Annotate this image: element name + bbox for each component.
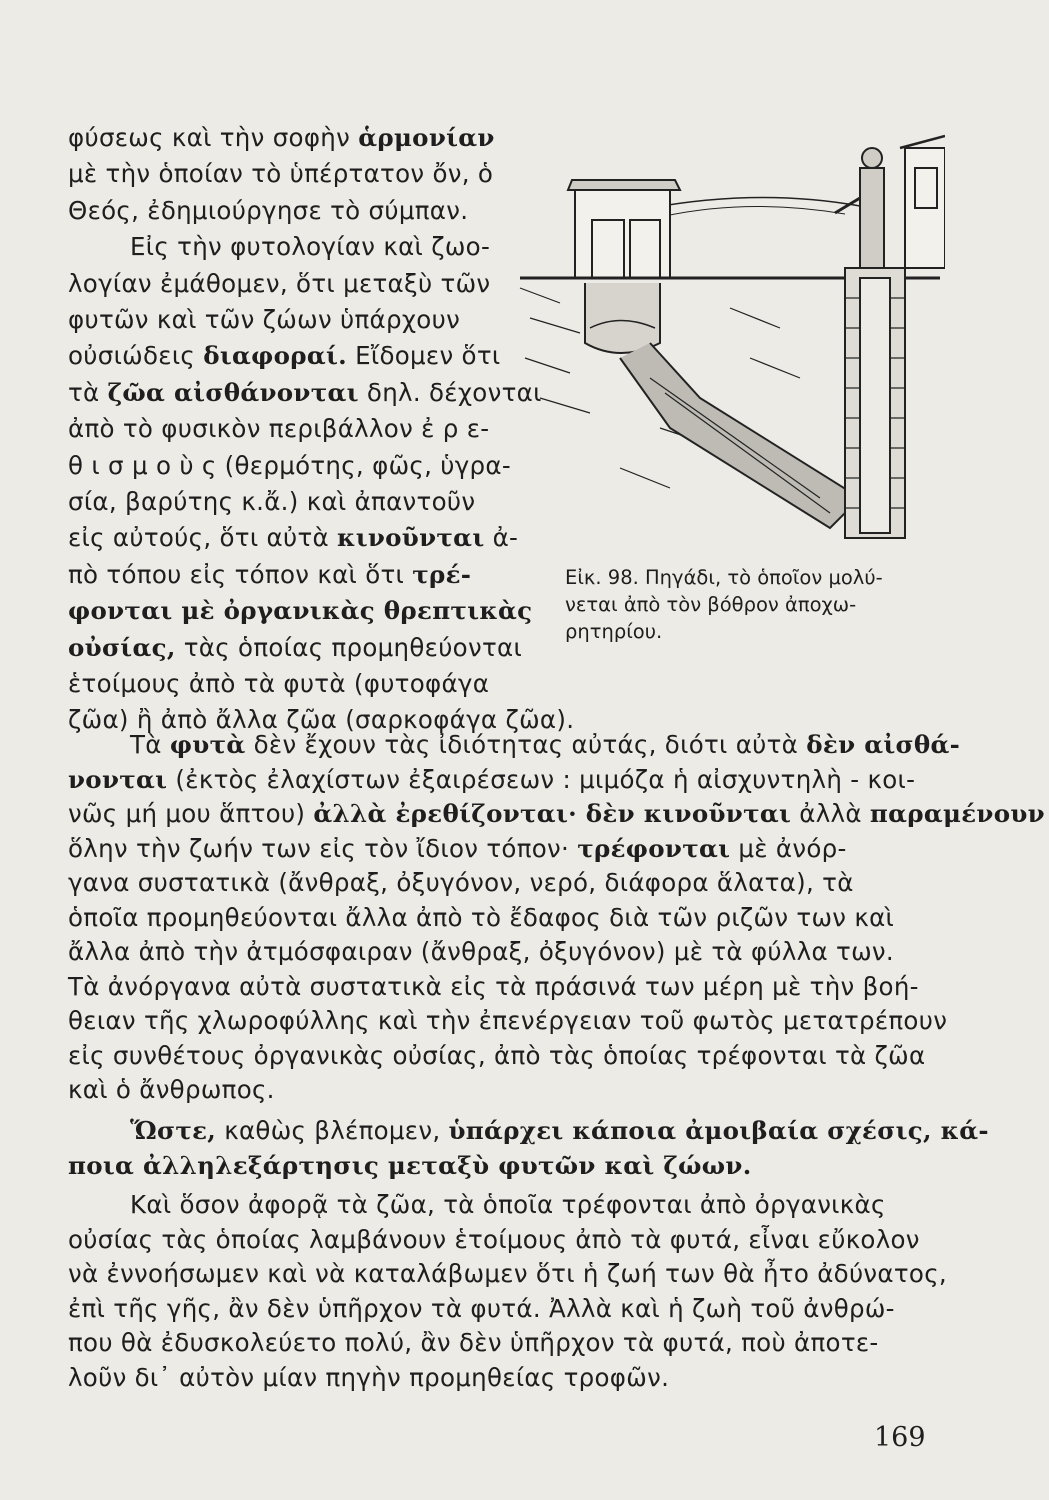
text-line: φύσεως καὶ τὴν σοφὴν ἁρμονίαν <box>68 123 495 152</box>
text-line: Τὰ ἀνόργανα αὐτὰ συστατικὰ εἰς τὰ πράσινά των μέρη μὲ τὴν βοή- <box>68 971 919 1001</box>
text-line: που θὰ ἐδυσκολεύετο πολύ, ἂν δὲν ὑπῆρχον τὰ φυτά, ποὺ ἀποτε- <box>68 1328 879 1357</box>
text-line: φονται μὲ ὀργανικὰς θρεπτικὰς <box>68 596 533 626</box>
text-line: θ ι σ μ ο ὺ ς (θερμότης, φῶς, ὑγρα- <box>68 450 511 480</box>
text-line: καὶ ὁ ἄνθρωπος. <box>68 1075 275 1104</box>
text-line: Καὶ ὅσον ἀφορᾷ τὰ ζῶα, τὰ ὁποῖα τρέφονται ἀπὸ ὀργανικὰς <box>130 1190 886 1219</box>
text-line: ἀπὸ τὸ φυσικὸν περιβάλλον ἐ ρ ε- <box>68 414 490 444</box>
text-line: ζῶα) ἢ ἀπὸ ἄλλα ζῶα (σαρκοφάγα ζῶα). <box>68 705 575 735</box>
text-line: λοῦν δι᾽ αὐτὸν μίαν πηγὴν προμηθείας τροφῶν. <box>68 1362 670 1392</box>
text-line: φυτῶν καὶ τῶν ζώων ὑπάρχουν <box>68 305 461 334</box>
text-line: πὸ τόπου εἰς τόπον καὶ ὅτι τρέ- <box>68 559 472 589</box>
text-line: εἰς αὐτούς, ὅτι αὐτὰ κινοῦνται ἀ- <box>68 523 519 553</box>
text-line: νὰ ἐννοήσωμεν καὶ νὰ καταλάβωμεν ὅτι ἡ ζωή των θὰ ἦτο ἀδύνατος, <box>68 1259 947 1288</box>
text-line: Εἰς τὴν φυτολογίαν καὶ ζωο- <box>130 232 491 262</box>
text-line: Θεός, ἐδημιούργησε τὸ σύμπαν. <box>68 195 469 225</box>
text-line: νῶς μή μου ἅπτου) ἀλλὰ ἐρεθίζονται· δὲν κινοῦνται ἀλλὰ παραμένουν <box>68 799 1045 828</box>
text-line: ἑτοίμους ἀπὸ τὰ φυτὰ (φυτοφάγα <box>68 669 490 698</box>
text-line: εἰς συνθέτους ὀργανικὰς οὐσίας, ἀπὸ τὰς ὁποίας τρέφονται τὰ ζῶα <box>68 1040 926 1070</box>
text-line: θειαν τῆς χλωροφύλλης καὶ τὴν ἐπενέργειαν τοῦ φωτὸς μετατρέπουν <box>68 1006 948 1035</box>
text-line: νονται (ἐκτὸς ἐλαχίστων ἐξαιρέσεων : μιμόζα ἡ αἰσχυντηλὴ - κοι- <box>68 764 916 794</box>
text-line: ὁποῖα προμηθεύονται ἄλλα ἀπὸ τὸ ἔδαφος διὰ τῶν ριζῶν των καὶ <box>68 902 895 932</box>
text-line: ἄλλα ἀπὸ τὴν ἀτμόσφαιραν (ἄνθραξ, ὀξυγόνον) μὲ τὰ φύλλα των. <box>68 937 894 966</box>
figure-caption <box>565 564 883 645</box>
text-line: γανα συστατικὰ (ἄνθραξ, ὀξυγόνον, νερό, διάφορα ἅλατα), τὰ <box>68 868 854 897</box>
text-line: ὅλην τὴν ζωήν των εἰς τὸν ἴδιον τόπον· τρέφονται μὲ ἀνόρ- <box>68 833 847 863</box>
text-line: σία, βαρύτης κ.ἄ.) καὶ ἀπαντοῦν <box>68 487 476 516</box>
text-line: οὐσίας τὰς ὁποίας λαμβάνουν ἑτοίμους ἀπὸ τὰ φυτά, εἶναι εὔκολον <box>68 1224 920 1254</box>
text-line: τὰ ζῶα αἰσθάνονται δηλ. δέχονται <box>68 377 542 407</box>
page-number: 169 <box>874 1422 926 1453</box>
caption-line: Εἰκ. 98. Πηγάδι, τὸ ὁποῖον μολύ- <box>565 566 883 589</box>
text-line: λογίαν ἐμάθομεν, ὅτι μεταξὺ τῶν <box>68 268 491 298</box>
text-line: Τὰ φυτὰ δὲν ἔχουν τὰς ἰδιότητας αὐτάς, διότι αὐτὰ δὲν αἰσθά- <box>130 730 961 759</box>
text-line: Ὥστε, καθὼς βλέπομεν, ὑπάρχει κάποια ἀμοιβαία σχέσις, κά- <box>130 1116 989 1145</box>
well-cesspit-illustration <box>500 128 945 560</box>
caption-line: ρητηρίου. <box>565 620 663 643</box>
text-line: οὐσίας, τὰς ὁποίας προμηθεύονται <box>68 632 523 662</box>
text-line: ἐπὶ τῆς γῆς, ἂν δὲν ὑπῆρχον τὰ φυτά. Ἀλλὰ καὶ ἡ ζωὴ τοῦ ἀνθρώ- <box>68 1293 895 1323</box>
caption-line: νεται ἀπὸ τὸν βόθρον ἀποχω- <box>565 593 857 616</box>
text-line: μὲ τὴν ὁποίαν τὸ ὑπέρτατον ὄν, ὁ <box>68 159 494 189</box>
text-line: ποια ἀλληλεξάρτησις μεταξὺ φυτῶν καὶ ζώων. <box>68 1151 752 1180</box>
text-line: οὐσιώδεις διαφοραί. Εἴδομεν ὅτι <box>68 341 501 371</box>
